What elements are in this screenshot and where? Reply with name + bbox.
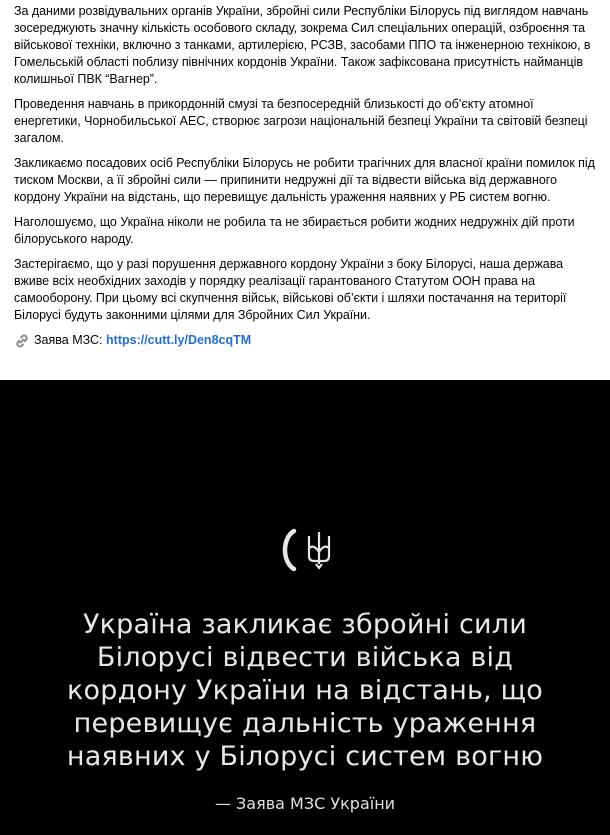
quote-banner-image: [0, 380, 610, 835]
link-icon: [14, 333, 30, 349]
arc-mark-icon: [278, 528, 298, 572]
trident-icon: [306, 530, 332, 570]
post-paragraph-3: Закликаємо посадових осіб Республіки Білорусь не робити трагічних для власної країни помилок під тиском Москви, а її збройні сили — припинити недружні дії та відвести війська від державного кордону України на відстань, що перевищує дальність ураження наявних у РБ систем вогню.: [14, 156, 595, 204]
statement-link-label: Заява МЗС:: [34, 333, 103, 347]
post-paragraph-5: Застерігаємо, що у разі порушення державного кордону України з боку Білорусі, наша держава вживе всіх необхідних заходів у порядку реалізації гарантованого Статутом ООН права на самооборону. При цьому всі скупчення військ, військові об’єкти і шляхи постачання на території Білорусі будуть законними цілями для Збройних Сил України.: [14, 257, 567, 322]
banner-attribution: — Заява МЗС України: [214, 794, 396, 813]
statement-link[interactable]: https://cutt.ly/Den8cqTM: [106, 333, 252, 347]
post-paragraph-2: Проведення навчань в прикордонній смузі та безпосередній близькості до об’єкту атомної енергетики, Чорнобильської АЕС, створює загрози національній безпеці України та світовій безпеці загалом.: [14, 97, 588, 145]
post-text: [0, 0, 610, 380]
post-paragraph-4: Наголошуємо, що Україна ніколи не робила та не збирається робити жодних недружніх дій проти білоруського народу.: [14, 215, 575, 246]
emblem: [0, 528, 610, 572]
statement-link-line: [14, 332, 596, 349]
banner-quote: Україна закликає збройні сили Білорусі відвести війська від кордону України на відстань, що перевищує дальність ураження наявних у Білорусі систем вогню: [66, 609, 544, 772]
post-paragraph-1: За даними розвідувальних органів України, збройні сили Республіки Білорусь під виглядом навчань зосереджують значну кількість особового складу, зокрема Сил спеціальних операцій, озброєння та військової техніки, включно з танками, артилерією, РСЗВ, засобами ППО та інженерною технікою, в Гомельській області поблизу північних кордонів України. Також зафіксована присутність найманців колишньої ПВК “Вагнер”.: [14, 4, 591, 86]
